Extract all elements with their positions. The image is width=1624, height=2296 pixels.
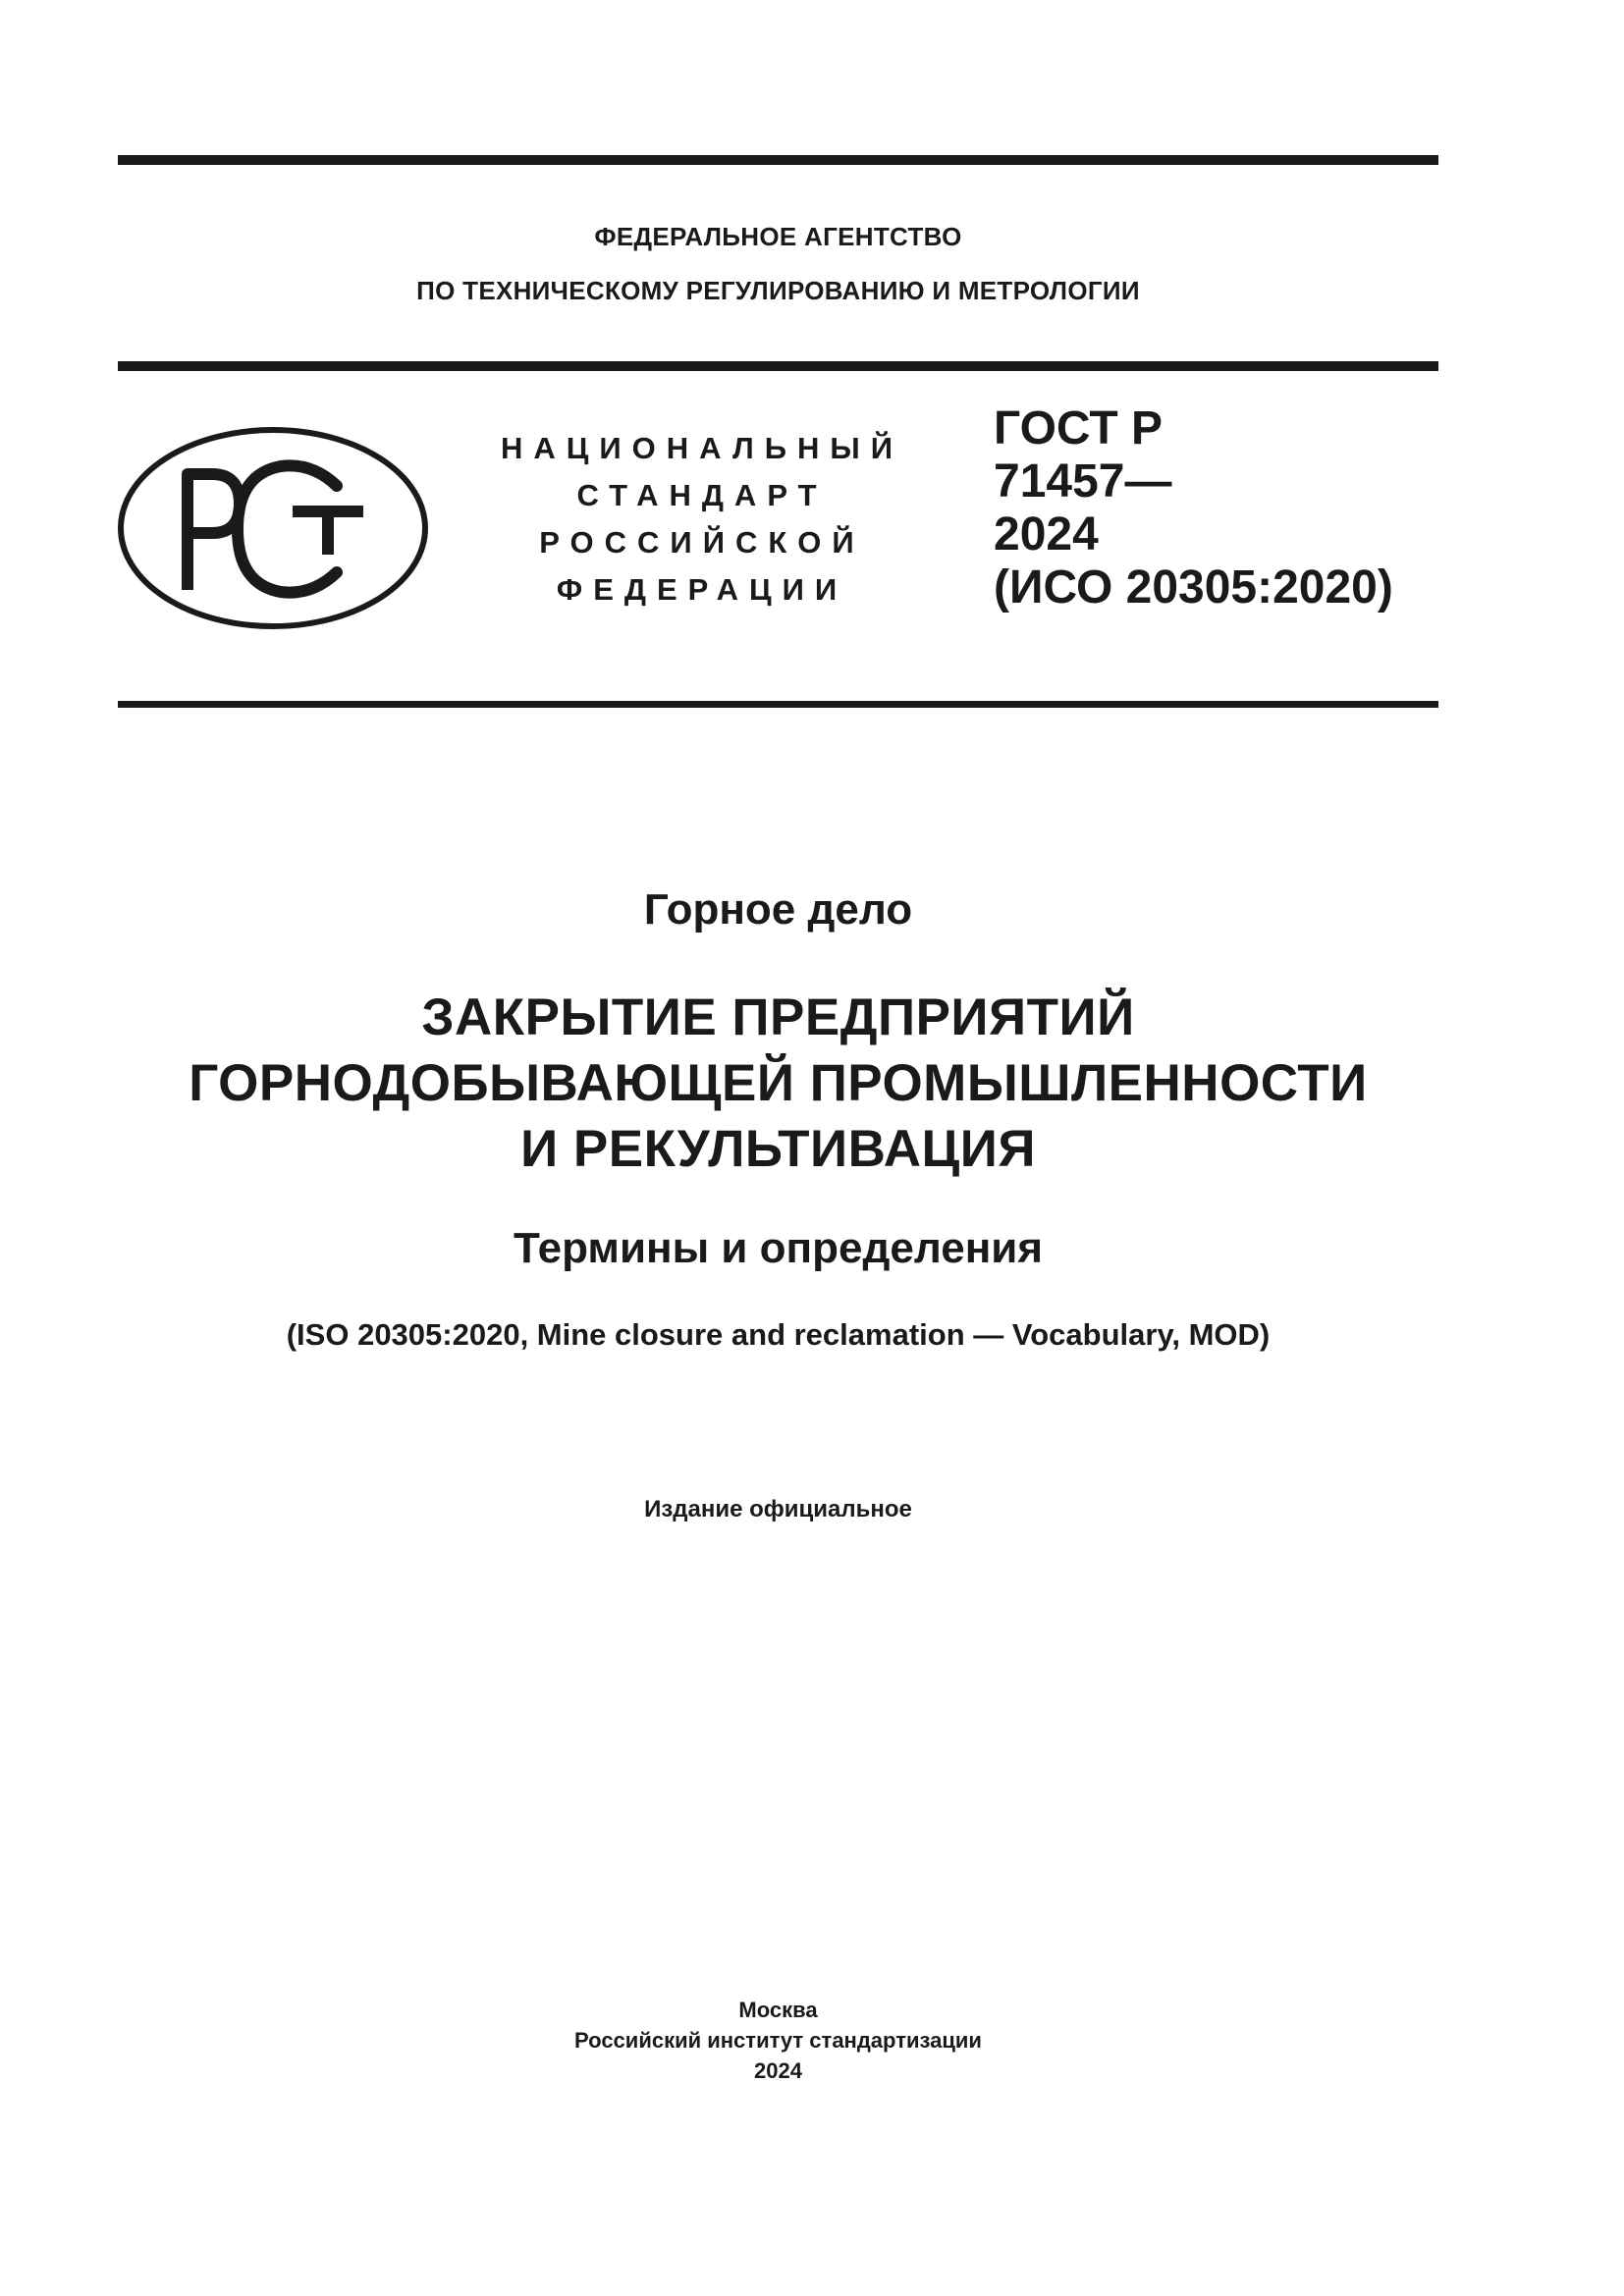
agency-name-line2: ПО ТЕХНИЧЕСКОМУ РЕГУЛИРОВАНИЮ И МЕТРОЛОГИИ xyxy=(416,276,1140,305)
designation-line-4: (ИСО 20305:2020) xyxy=(994,561,1393,614)
standard-designation xyxy=(994,402,1426,614)
publisher-city: Москва xyxy=(738,1998,818,2022)
national-line-2: СТАНДАРТ xyxy=(576,478,828,512)
publisher-year: 2024 xyxy=(754,2058,802,2083)
national-line-1: НАЦИОНАЛЬНЫЙ xyxy=(500,431,904,465)
designation-line-1: ГОСТ Р xyxy=(994,402,1164,454)
national-line-3: РОССИЙСКОЙ xyxy=(539,525,865,560)
main-title xyxy=(118,985,1438,1182)
edition-label: Издание официальное xyxy=(644,1496,912,1522)
main-title-line-1: ЗАКРЫТИЕ ПРЕДПРИЯТИЙ xyxy=(421,988,1135,1046)
publisher-institute: Российский институт стандартизации xyxy=(574,2028,982,2053)
subtitle: Термины и определения xyxy=(513,1224,1044,1272)
subject-heading: Горное дело xyxy=(643,885,913,934)
main-title-line-3: И РЕКУЛЬТИВАЦИЯ xyxy=(520,1120,1036,1178)
national-line-4: ФЕДЕРАЦИИ xyxy=(556,572,848,607)
top-divider xyxy=(118,155,1438,165)
bottom-divider xyxy=(118,701,1438,708)
agency-name-line1: ФЕДЕРАЛЬНОЕ АГЕНТСТВО xyxy=(594,222,962,251)
middle-divider xyxy=(118,361,1438,371)
publisher-info xyxy=(118,1995,1438,2086)
iso-reference: (ISO 20305:2020, Mine closure and reclamation — Vocabulary, MOD) xyxy=(286,1317,1271,1352)
main-title-line-2: ГОРНОДОБЫВАЮЩЕЙ ПРОМЫШЛЕННОСТИ xyxy=(189,1054,1368,1112)
designation-line-3: 2024 xyxy=(994,508,1099,561)
gost-r-emblem-icon xyxy=(116,425,430,631)
national-standard-label xyxy=(461,425,943,614)
designation-line-2: 71457— xyxy=(994,455,1172,507)
